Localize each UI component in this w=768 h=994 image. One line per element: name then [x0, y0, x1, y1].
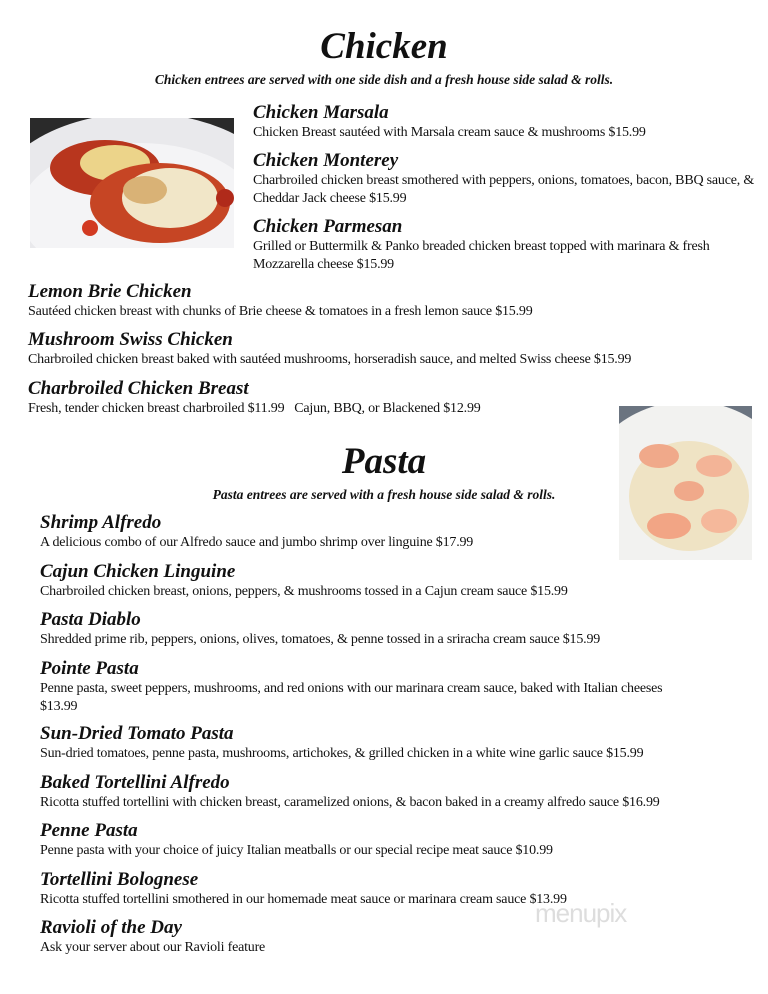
- menu-item: [28, 378, 481, 418]
- item-description: Charbroiled chicken breast baked with sautéed mushrooms, horseradish sauce, and melted Swiss cheese $15.99: [28, 352, 632, 367]
- menu-item: [40, 609, 600, 649]
- item-description: Shredded prime rib, peppers, onions, olives, tomatoes, & penne tossed in a sriracha cream sauce $15.99: [40, 632, 601, 647]
- chicken-section-subtitle: Chicken entrees are served with one side dish and a fresh house side salad & rolls.: [154, 72, 614, 87]
- item-name: Mushroom Swiss Chicken: [28, 329, 233, 350]
- menu-item: [40, 869, 567, 909]
- item-description: Ricotta stuffed tortellini with chicken breast, caramelized onions, & bacon baked in a creamy alfredo sauce $16.99: [40, 795, 660, 810]
- item-name: Sun-Dried Tomato Pasta: [40, 723, 234, 744]
- chicken-parmesan-photo: [30, 118, 234, 248]
- item-name: Cajun Chicken Linguine: [40, 561, 236, 582]
- watermark: menupix: [535, 898, 627, 928]
- item-description: Ricotta stuffed tortellini smothered in our homemade meat sauce or marinara cream sauce $13.99: [40, 892, 567, 907]
- item-description: Charbroiled chicken breast, onions, peppers, & mushrooms tossed in a Cajun cream sauce $15.99: [40, 584, 568, 599]
- item-name: Charbroiled Chicken Breast: [28, 378, 249, 399]
- menu-item: [253, 102, 646, 142]
- item-description: Penne pasta with your choice of juicy Italian meatballs or our special recipe meat sauce $10.99: [40, 843, 553, 858]
- pasta-section-title: Pasta: [341, 441, 427, 482]
- item-description: Fresh, tender chicken breast charbroiled $11.99 Cajun, BBQ, or Blackened $12.99: [28, 401, 481, 416]
- item-name: Chicken Parmesan: [253, 216, 403, 237]
- menu-item: [28, 329, 631, 369]
- item-description: Grilled or Buttermilk & Panko breaded chicken breast topped with marinara & fresh Mozzarella cheese $15.99: [253, 239, 710, 272]
- item-name: Chicken Monterey: [253, 150, 399, 171]
- pasta-section-subtitle: Pasta entrees are served with a fresh house side salad & rolls.: [212, 487, 556, 502]
- item-name: Ravioli of the Day: [40, 917, 182, 938]
- item-description: A delicious combo of our Alfredo sauce and jumbo shrimp over linguine $17.99: [40, 535, 474, 550]
- item-name: Chicken Marsala: [253, 102, 389, 123]
- item-name: Lemon Brie Chicken: [28, 281, 192, 302]
- menu-item: [40, 561, 568, 601]
- menu-item: [253, 150, 763, 207]
- item-description: Charbroiled chicken breast smothered with peppers, onions, tomatoes, bacon, BBQ sauce, & Cheddar Jack cheese $15.99: [253, 173, 755, 206]
- item-name: Tortellini Bolognese: [40, 869, 199, 890]
- item-description: Chicken Breast sautéed with Marsala cream sauce & mushrooms $15.99: [253, 125, 646, 140]
- menu-item: [40, 658, 665, 715]
- item-name: Pointe Pasta: [40, 658, 139, 679]
- menu-item: [40, 512, 473, 552]
- chicken-section-title: Chicken: [320, 26, 448, 67]
- menu-item: [40, 917, 265, 957]
- item-description: Penne pasta, sweet peppers, mushrooms, and red onions with our marinara cream sauce, baked with Italian cheeses $13.99: [40, 681, 663, 714]
- item-name: Shrimp Alfredo: [40, 512, 162, 533]
- shrimp-alfredo-photo: [619, 406, 752, 560]
- item-name: Baked Tortellini Alfredo: [40, 772, 230, 793]
- item-name: Pasta Diablo: [40, 609, 141, 630]
- menu-item: [253, 216, 763, 273]
- item-description: Sautéed chicken breast with chunks of Brie cheese & tomatoes in a fresh lemon sauce $15.99: [28, 304, 533, 319]
- menu-item: [28, 281, 533, 321]
- menu-item: [40, 820, 553, 860]
- item-name: Penne Pasta: [40, 820, 138, 841]
- item-description: Sun-dried tomatoes, penne pasta, mushrooms, artichokes, & grilled chicken in a white wine garlic sauce $15.99: [40, 746, 644, 761]
- menu-item: [40, 772, 660, 812]
- menu-item: [40, 723, 643, 763]
- item-description: Ask your server about our Ravioli feature: [40, 940, 266, 955]
